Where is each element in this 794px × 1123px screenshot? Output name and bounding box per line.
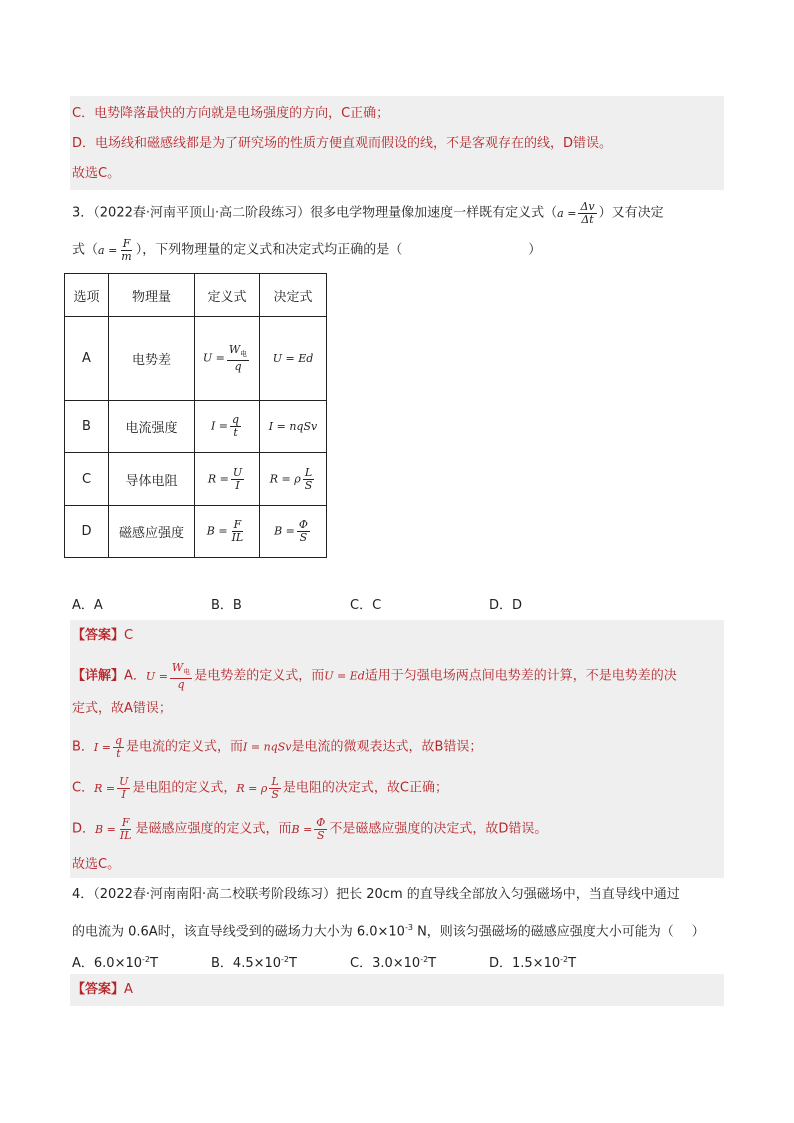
- option-d[interactable]: D．D: [489, 598, 523, 613]
- quantity-cell: 电流强度: [109, 401, 195, 453]
- question-number: 3．: [72, 205, 94, 221]
- definition-formula: R = $\frac{U}{I}$: [195, 453, 260, 506]
- question-3-options: [72, 596, 522, 616]
- detail-line-b: B．I = $\frac{q}{t}$ 是电流的定义式，而I = nqSv是电流的微观表达式，故B错误；: [72, 734, 483, 760]
- formula: R = ρ $\frac{L}{S}$: [236, 775, 279, 801]
- decision-formula: B = $\frac{\Phi}{S}$: [260, 506, 327, 558]
- formula: B = $\frac{\Phi}{S}$: [291, 816, 326, 842]
- detail-line-a: 【详解】A．U = $\frac{W_电}{q}$ 是电势差的定义式，而U = Ed适用于匀强电场两点间电势差的计算，不是电势差的决: [72, 661, 677, 691]
- question-source: （2022春·河南平顶山·高二阶段练习）: [93, 205, 311, 221]
- answer-block-4: [70, 974, 724, 1006]
- choice-text: 故选C。: [72, 857, 121, 872]
- quantity-cell: 磁感应强度: [109, 506, 195, 558]
- question-4-line-2: 的电流为 0.6A时，该直导线受到的磁场力大小为 $6.0\times 10^{-3}$ N，则该匀强磁场的磁感应强度大小可能为（ ）: [72, 923, 705, 940]
- question-3-line-2: 式（a = $\frac{F}{m}$ ），下列物理量的定义式和决定式均正确的是（ ）: [72, 237, 542, 263]
- decision-formula: I = nqSv: [260, 401, 327, 453]
- option-cell: B: [65, 401, 109, 453]
- formula: R = $\frac{U}{I}$: [94, 775, 129, 801]
- table-row: [65, 317, 327, 401]
- option-a[interactable]: A．A: [72, 598, 103, 613]
- answer-value: A: [124, 982, 133, 997]
- explanation-line-c: C．电势降落最快的方向就是电场强度的方向，C正确；: [72, 106, 390, 121]
- option-cell: A: [65, 317, 109, 401]
- formula: U = $\frac{W_电}{q}$: [145, 661, 191, 691]
- option-b[interactable]: B．$4.5\times 10^{-2}T$: [211, 955, 297, 972]
- detail-line-c: C．R = $\frac{U}{I}$ 是电阻的定义式，R = ρ $\frac{L}{S}$ 是电阻的决定式，故C正确；: [72, 775, 448, 801]
- table-row: [65, 453, 327, 506]
- table-row: [65, 401, 327, 453]
- definition-formula: B = $\frac{F}{IL}$: [195, 506, 260, 558]
- quantity-cell: 电势差: [109, 317, 195, 401]
- decision-formula: U = Ed: [260, 317, 327, 401]
- definition-formula: U = $\frac{W_电}{q}$: [195, 317, 260, 401]
- answer-line: [72, 626, 133, 646]
- detail-line-d: D．B = $\frac{F}{IL}$ 是磁感应强度的定义式，而B = $\frac{\Phi}{S}$ 不是磁感应强度的决定式，故D错误。: [72, 816, 548, 842]
- option-b[interactable]: B．B: [211, 598, 242, 613]
- acceleration-definition: a = $\frac{\Delta v}{\Delta t}$: [557, 200, 595, 226]
- detail-label: 【详解】: [72, 668, 125, 684]
- choice-text: 故选C。: [72, 166, 121, 181]
- header-decision: 决定式: [260, 274, 327, 317]
- option-cell: D: [65, 506, 109, 558]
- header-definition: 定义式: [195, 274, 260, 317]
- question-4-options: [72, 950, 576, 974]
- option-d[interactable]: D．$1.5\times 10^{-2}T$: [489, 955, 577, 972]
- header-option: 选项: [65, 274, 109, 317]
- option-a[interactable]: A．$6.0\times 10^{-2}T$: [72, 955, 158, 972]
- answer-value: C: [124, 628, 134, 643]
- table-row: [65, 506, 327, 558]
- detail-line-a-cont: 定式，故A错误；: [72, 701, 172, 716]
- formula-table: [64, 273, 327, 558]
- decision-formula: R = ρ $\frac{L}{S}$: [260, 453, 327, 506]
- question-4-line-1: 4．（2022春·河南南阳·高二校联考阶段练习）把长 20cm 的直导线全部放入匀强磁场中，当直导线中通过: [72, 887, 680, 902]
- definition-formula: I = $\frac{q}{t}$: [195, 401, 260, 453]
- table-header-row: [65, 274, 327, 317]
- option-c[interactable]: C．$3.0\times 10^{-2}T$: [350, 955, 437, 972]
- answer-label: 【答案】: [72, 982, 125, 997]
- option-cell: C: [65, 453, 109, 506]
- answer-label: 【答案】: [72, 628, 125, 643]
- option-c[interactable]: C．C: [350, 598, 382, 613]
- question-3-line-1: 3．（2022春·河南平顶山·高二阶段练习）很多电学物理量像加速度一样既有定义式（a = $\frac{\Delta v}{\Delta t}$ ）又有决定: [72, 200, 664, 226]
- quantity-cell: 导体电阻: [109, 453, 195, 506]
- acceleration-decision: a = $\frac{F}{m}$: [98, 237, 132, 263]
- formula: B = $\frac{F}{IL}$: [95, 816, 132, 842]
- formula: I = $\frac{q}{t}$: [93, 734, 123, 760]
- answer-line: [72, 980, 133, 1000]
- explanation-line-d: D．电场线和磁感线都是为了研究场的性质方便直观而假设的线，不是客观存在的线，D错误。: [72, 136, 613, 151]
- header-quantity: 物理量: [109, 274, 195, 317]
